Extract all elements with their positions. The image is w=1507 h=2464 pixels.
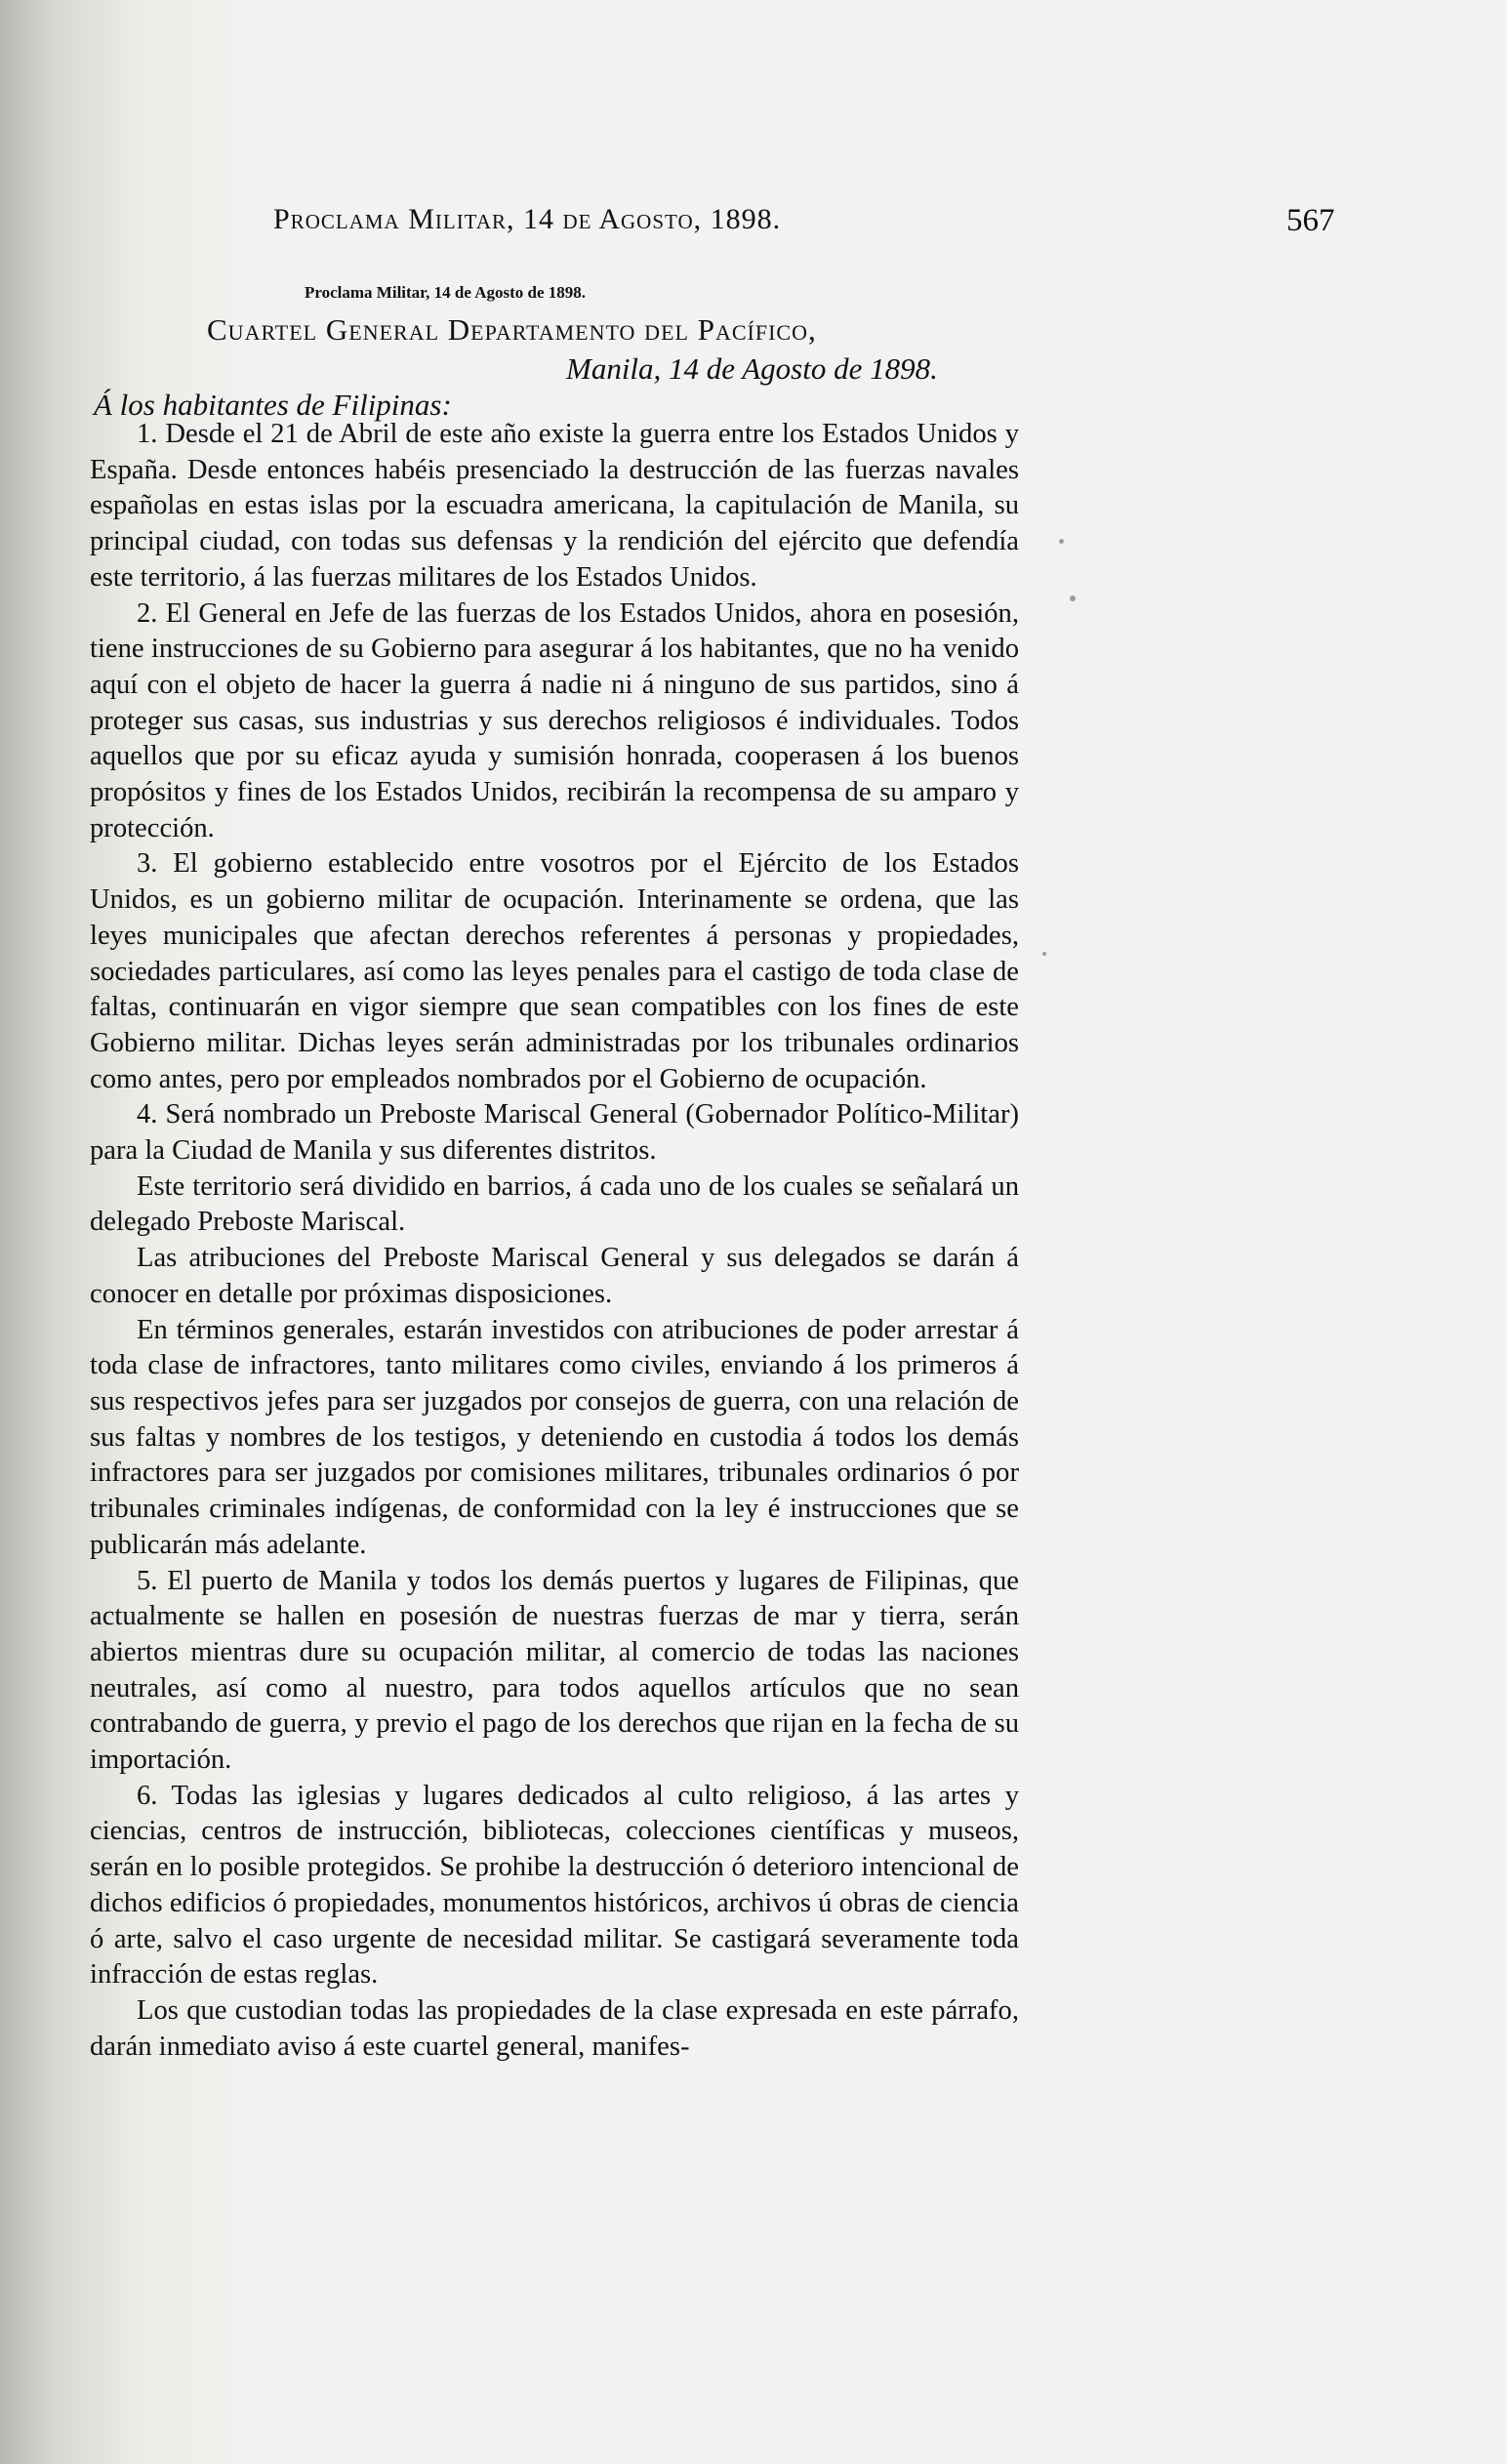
ink-speck	[1059, 539, 1064, 544]
margin-note: Proclama Militar, 14 de Agosto de 1898.	[305, 283, 587, 302]
headquarters-line: Cuartel General Departamento del Pacífico,	[207, 312, 817, 347]
ink-speck	[1042, 952, 1046, 956]
paragraph-4-districts: Este territorio será dividido en barrios, á cada uno de los cuales se señalará un delegado Preboste Mariscal.	[90, 1170, 1019, 1238]
ink-speck	[1070, 595, 1076, 601]
paragraph-1: 1. Desde el 21 de Abril de este año existe la guerra entre los Estados Unidos y España. Desde entonces habéis presenciado la destrucción de las fuerzas navales españolas en estas islas por la escuadra americana, la capitulación de Manila, su principal ciudad, con todas sus defensas y la rendición del ejército que defendía este territorio, á las fuerzas militares de los Estados Unidos.	[90, 419, 1019, 593]
running-head: Proclama Militar, 14 de Agosto, 1898.	[273, 203, 782, 235]
paragraph-4-attributions: Las atribuciones del Preboste Mariscal General y sus delegados se darán á conocer en detalle por próximas disposiciones.	[90, 1243, 1019, 1309]
paragraph-3: 3. El gobierno establecido entre vosotros por el Ejército de los Estados Unidos, es un gobierno militar de ocupación. Interinamente se ordena, que las leyes municipales que afectan derechos referentes á personas y propiedades, sociedades particulares, así como las leyes penales para el castigo de toda clase de faltas, continuarán en vigor siempre que sean compatibles con los fines de este Gobierno militar. Dichas leyes serán administradas por los tribunales ordinarios como antes, pero por empleados nombrados por el Gobierno de ocupación.	[90, 848, 1019, 1094]
proclamation-body	[90, 417, 1019, 2065]
paragraph-2: 2. El General en Jefe de las fuerzas de los Estados Unidos, ahora en posesión, tiene instrucciones de su Gobierno para asegurar á los habitantes, que no ha venido aquí con el objeto de hacer la guerra á nadie ni á ninguno de sus partidos, sino á proteger sus casas, sus industrias y sus derechos religiosos é individuales. Todos aquellos que por su eficaz ayuda y sumisión honrada, cooperasen á los buenos propósitos y fines de los Estados Unidos, recibirán la recompensa de su amparo y protección.	[90, 597, 1019, 843]
paragraph-4-general-terms: En términos generales, estarán investidos con atribuciones de poder arrestar á toda clase de infractores, tanto militares como civiles, enviando á los primeros á sus respectivos jefes para ser juzgados por consejos de guerra, con una relación de sus faltas y nombres de los testigos, y deteniendo en custodia á todos los demás infractores para ser juzgados por comisiones militares, tribunales ordinarios ó por tribunales criminales indígenas, de conformidad con la ley é instrucciones que se publicarán más adelante.	[90, 1314, 1019, 1560]
place-date-line: Manila, 14 de Agosto de 1898.	[566, 351, 938, 386]
paragraph-6-custodians: Los que custodian todas las propiedades de la clase expresada en este párrafo, darán inmediato aviso á este cuartel general, manifes-	[90, 1994, 1019, 2062]
paragraph-6: 6. Todas las iglesias y lugares dedicados al culto religioso, á las artes y ciencias, centros de instrucción, bibliotecas, colecciones científicas y museos, serán en lo posible protegidos. Se prohibe la destrucción ó deterioro intencional de dichos edificios ó propiedades, monumentos históricos, archivos ú obras de ciencia ó arte, salvo el caso urgente de necesidad militar. Se castigará severamente toda infracción de estas reglas.	[90, 1780, 1019, 1991]
paragraph-5: 5. El puerto de Manila y todos los demás puertos y lugares de Filipinas, que actualmente se hallen en posesión de nuestras fuerzas de mar y tierra, serán abiertos mientras dure su ocupación militar, al comercio de todas las naciones neutrales, así como al nuestro, para todos aquellos artículos que no sean contrabando de guerra, y previo el pago de los derechos que rijan en la fecha de su importación.	[90, 1565, 1019, 1776]
salutation: Á los habitantes de Filipinas:	[94, 388, 452, 422]
page-number: 567	[1286, 203, 1335, 238]
paragraph-4: 4. Será nombrado un Preboste Mariscal General (Gobernador Político-Militar) para la Ciudad de Manila y sus diferentes distritos.	[90, 1099, 1019, 1167]
